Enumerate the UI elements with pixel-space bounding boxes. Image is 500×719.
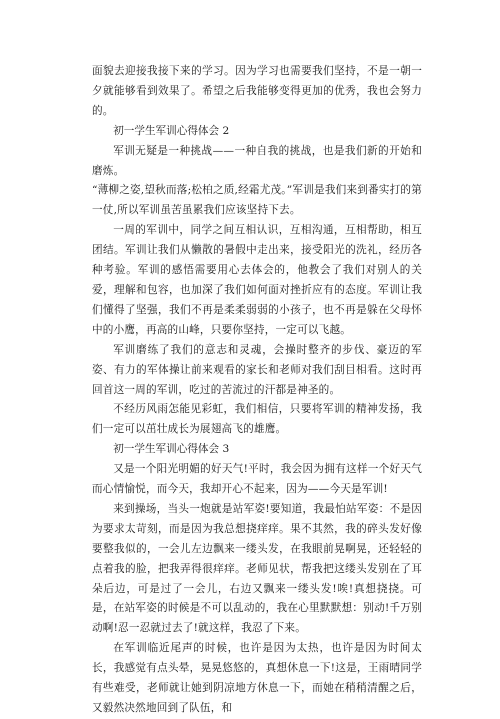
paragraph: 一周的军训中，同学之间互相认识，互相沟通，互相帮助，相互团结。军训让我们从懒散的暑假中走出来，接受阳光的洗礼，经历各种考验。军训的感悟需要用心去体会的，他教会了我们对别人的关爱，理解和包容，也加深了我们如何面对挫折应有的态度。军训让我们懂得了坚强，我们不再是柔柔弱弱的小孩子，也不再是躲在父母怀中的小鹰，再高的山峰，只要你坚持，一定可以飞越。	[92, 224, 422, 336]
paragraph: 来到操场，当头一炮就是站军姿!要知道，我最怕站军姿：不是因为要求太苛刻，而是因为我总想挠痒痒。果不其然，我的碎头发好像要整我似的，一会儿左边飘来一缕头发，在我眼前晃啊晃，还轻轻的点着我的脸，把我弄得很痒痒。老师见状，帮我把这缕头发别在了耳朵后边，可是过了一会儿，右边又飘来一缕头发!唉!真想挠挠。可是，在站军姿的时候是不可以乱动的，我在心里默默想：别动!千万别动啊!忍一忍就过去了!就这样，我忍了下来。	[92, 502, 422, 635]
document-body	[92, 62, 422, 719]
paragraph: 在军训临近尾声的时候，也许是因为太热，也许是因为时间太长，我感觉有点头晕，晃晃悠悠的，真想休息一下!这是，王雨晴同学有些难受，老师就让她到阴凉地方休息一下，而她在稍稍清醒之后，又毅然决然地回到了队伍，和	[92, 642, 422, 714]
paragraph: 又是一个阳光明媚的好天气!平时，我会因为拥有这样一个好天气而心情愉悦，而今天，我却开心不起来，因为——今天是军训!	[92, 463, 422, 496]
paragraph-quote: “薄柳之姿,望秋而落;松柏之质,经霜尤茂。”军训是我们来到番实打的第一仗,所以军训虽苦虽累我们应该坚持下去。	[92, 184, 422, 217]
section-heading-3: 初一学生军训心得体会 3	[113, 443, 230, 456]
paragraph: 军训磨练了我们的意志和灵魂，会操时整齐的步伐、豪迈的军姿、有力的军体操让前来观看的家长和老师对我们刮目相看。这时再回首这一周的军训，吃过的苦流过的汗都是神圣的。	[92, 343, 422, 396]
section-heading-2: 初一学生军训心得体会 2	[113, 124, 230, 137]
paragraph-continuation: 面貌去迎接我接下来的学习。因为学习也需要我们坚持，不是一朝一夕就能够看到效果了。希望之后我能够变得更加的优秀，我也会努力的。	[92, 65, 422, 117]
paragraph: 军训无疑是一种挑战——一种自我的挑战，也是我们新的开始和磨炼。	[92, 144, 422, 177]
paragraph: 不经历风雨怎能见彩虹，我们相信，只要将军训的精神发扬，我们一定可以茁壮成长为展翅高飞的雄鹰。	[92, 403, 422, 436]
